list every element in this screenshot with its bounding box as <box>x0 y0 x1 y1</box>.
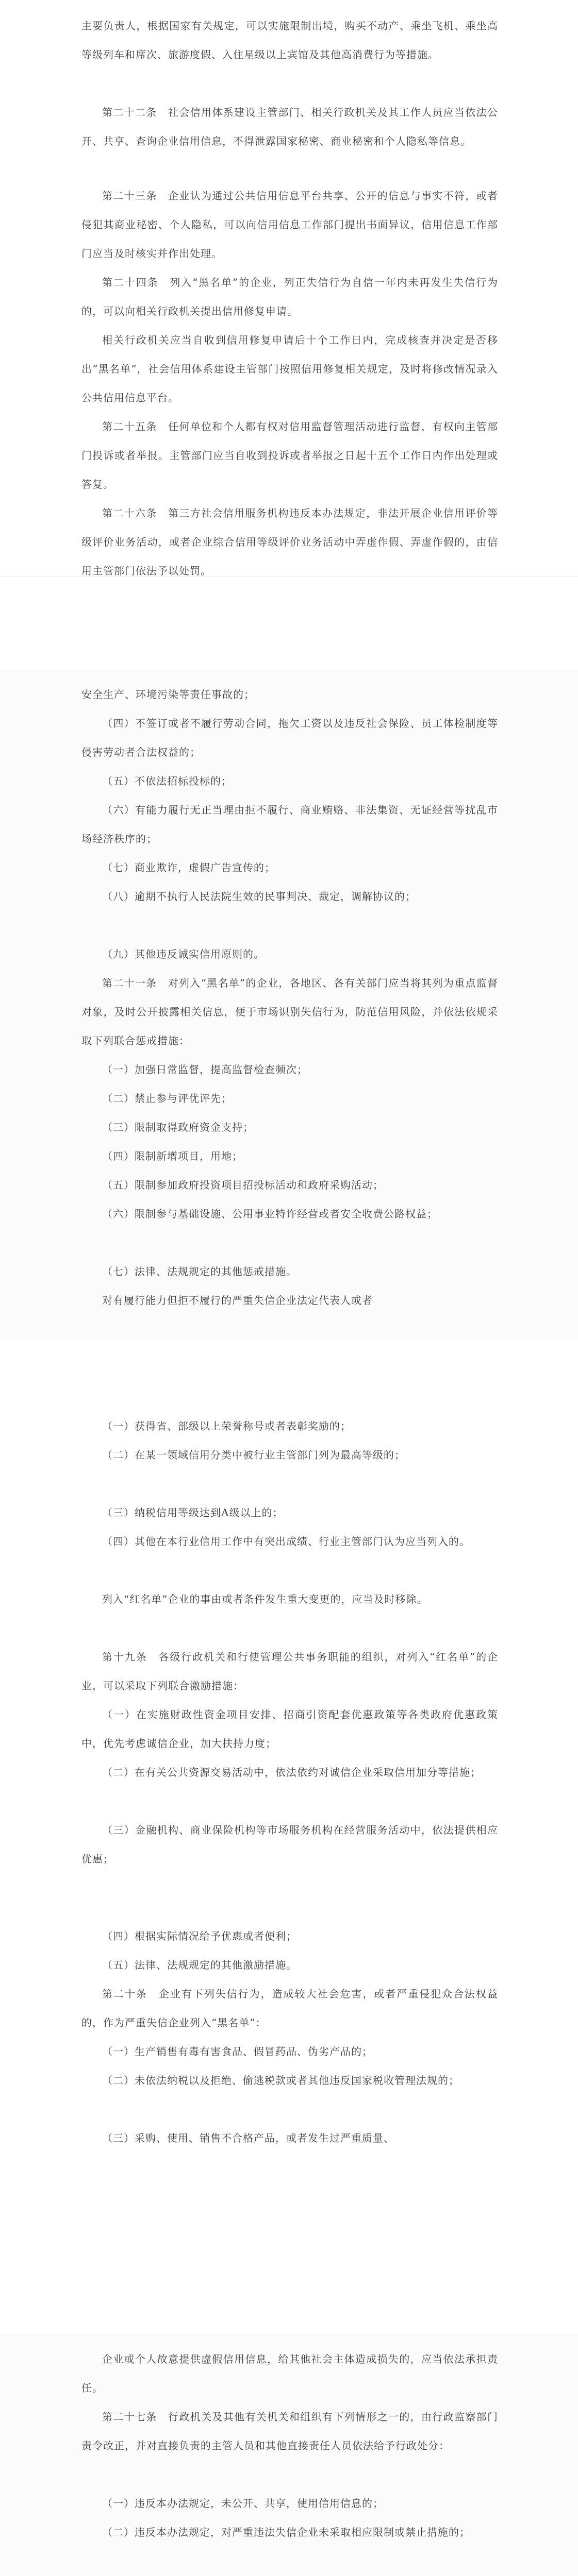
list-item: （四）不签订或者不履行劳动合同，拖欠工资以及违反社会保险、员工体检制度等侵害劳动者合法权益的； <box>81 717 498 758</box>
list-item: （三）纳税信用等级达到A级以上的； <box>102 1506 284 1519</box>
list-item: （一）加强日常监督，提高监督检查频次； <box>102 1063 308 1076</box>
page-section-4-text <box>0 2334 578 2576</box>
page-section-3-text <box>0 1401 578 1922</box>
list-item: （二）未依法纳税以及拒绝、偷逃税款或者其他违反国家税收管理法规的； <box>102 2074 459 2087</box>
page-section-2-text <box>0 670 578 1340</box>
list-item: （二）在有关公共资源交易活动中，依法依约对诚信企业采取信用加分等措施； <box>102 1766 481 1778</box>
page-section-3-text-b <box>0 1922 578 2251</box>
list-item: （六）有能力履行无正当理由拒不履行、商业贿赂、非法集资、无证经营等扰乱市场经济秩序的； <box>81 804 498 845</box>
paragraph: 列入“红名单”企业的事由或者条件发生重大变更的，应当及时移除。 <box>102 1593 428 1605</box>
list-item: （四）限制新增项目，用地； <box>102 1150 243 1162</box>
section-gap <box>0 1340 578 1401</box>
list-item: （二）在某一领域信用分类中被行业主管部门列为最高等级的； <box>102 1449 405 1461</box>
article-19: 第十九条 各级行政机关和行使管理公共事务职能的组织，对列入“红名单”的企业，可以采取下列联合激励措施： <box>81 1651 498 1692</box>
paragraph: 企业或个人故意提供虚假信用信息，给其他社会主体造成损失的，应当依法承担责任。 <box>81 2353 498 2394</box>
section-gap <box>0 2251 578 2334</box>
article-27: 第二十七条 行政机关及其他有关机关和组织有下列情形之一的，由行政监察部门责令改正，并对直接负责的主管人员和其他直接责任人员依法给予行政处分： <box>81 2411 498 2452</box>
article-25: 第二十五条 任何单位和个人都有权对信用监督管理活动进行监督，有权向主管部门投诉或者举报。主管部门应当自收到投诉或者举报之日起十五个工作日内作出处理或答复。 <box>81 420 498 490</box>
list-item: （二）违反本办法规定，对严重违法失信企业未采取相应限制或禁止措施的； <box>102 2526 470 2538</box>
list-item: （一）生产销售有毒有害食品、假冒药品、伪劣产品的； <box>102 2045 373 2058</box>
list-item: （七）法律、法规规定的其他惩戒措施。 <box>102 1265 297 1278</box>
list-item: （一）违反本办法规定，未公开、共享，使用信用信息的； <box>102 2497 384 2510</box>
list-item: （五）法律、法规规定的其他激励措施。 <box>102 1959 297 1971</box>
list-item: （七）商业欺诈，虚假广告宣传的； <box>102 861 275 874</box>
paragraph: 对有履行能力但拒不履行的严重失信企业法定代表人或者 <box>102 1294 373 1307</box>
list-item: （二）禁止参与评优评先； <box>102 1092 232 1105</box>
paragraph: 主要负责人，根据国家有关规定，可以实施限制出境，购买不动产、乘坐飞机、乘坐高等级列车和席次、旅游度假、入住星级以上宾馆及其他高消费行为等措施。 <box>81 20 498 61</box>
list-item: （九）其他违反诚实信用原则的。 <box>102 948 265 960</box>
list-item: （八）逾期不执行人民法院生效的民事判决、裁定，调解协议的； <box>102 890 416 903</box>
article-23: 第二十三条 企业认为通过公共信用信息平台共享、公开的信息与事实不符，或者侵犯其商业秘密、个人隐私，可以向信用信息工作部门提出书面异议，信用信息工作部门应当及时核实并作出处理。 <box>81 190 498 260</box>
list-item: （三）限制取得政府资金支持； <box>102 1121 254 1133</box>
paragraph: 相关行政机关应当自收到信用修复申请后十个工作日内，完成核查并决定是否移出“黑名单”，社会信用体系建设主管部门按照信用修复相关规定，及时将修改情况录入公共信用信息平台。 <box>81 334 498 404</box>
list-item: （一）在实施财政性资金项目安排、招商引资配套优惠政策等各类政府优惠政策中，优先考虑诚信企业，加大扶持力度； <box>81 1708 498 1750</box>
list-item: （三）金融机构、商业保险机构等市场服务机构在经营服务活动中，依法提供相应优惠； <box>81 1824 498 1865</box>
paragraph: 安全生产、环境污染等责任事故的； <box>81 688 255 701</box>
article-24: 第二十四条 列入“黑名单”的企业，列正失信行为自信一年内未再发生失信行为的，可以向相关行政机关提出信用修复申请。 <box>81 276 498 317</box>
article-26: 第二十六条 第三方社会信用服务机构违反本办法规定，非法开展企业信用评价等级评价业务活动，或者企业综合信用等级评价业务活动中弄虚作假、弄虚作假的，由信用主管部门依法予以处罚。 <box>81 507 498 577</box>
list-item: （四）其他在本行业信用工作中有突出成绩、行业主管部门认为应当列入的。 <box>102 1535 470 1548</box>
list-item: （一）获得省、部级以上荣誉称号或者表彰奖励的； <box>102 1420 351 1432</box>
list-item: （五）限制参加政府投资项目招投标活动和政府采购活动； <box>102 1179 384 1191</box>
list-item: （四）根据实际情况给予优惠或者便利； <box>102 1930 297 1942</box>
article-22: 第二十二条 社会信用体系建设主管部门、相关行政机关及其工作人员应当依法公开、共享、查询企业信用信息，不得泄露国家秘密、商业秘密和个人隐私等信息。 <box>81 106 498 147</box>
list-item: （五）不依法招标投标的； <box>102 775 232 787</box>
article-21: 第二十一条 对列入“黑名单”的企业，各地区、各有关部门应当将其列为重点监督对象，及时公开披露相关信息，便于市场识别失信行为，防范信用风险，并依法依规采取下列联合惩戒措施： <box>81 977 498 1047</box>
page-section-1 <box>0 0 578 577</box>
list-item: （六）限制参与基础设施、公用事业特许经营或者安全收费公路权益； <box>102 1208 438 1220</box>
article-20: 第二十条 企业有下列失信行为，造成较大社会危害，或者严重侵犯众合法权益的，作为严重失信企业列入“黑名单”： <box>81 1988 498 2029</box>
list-item: （三）采购、使用、销售不合格产品，或者发生过严重质量、 <box>102 2132 394 2144</box>
